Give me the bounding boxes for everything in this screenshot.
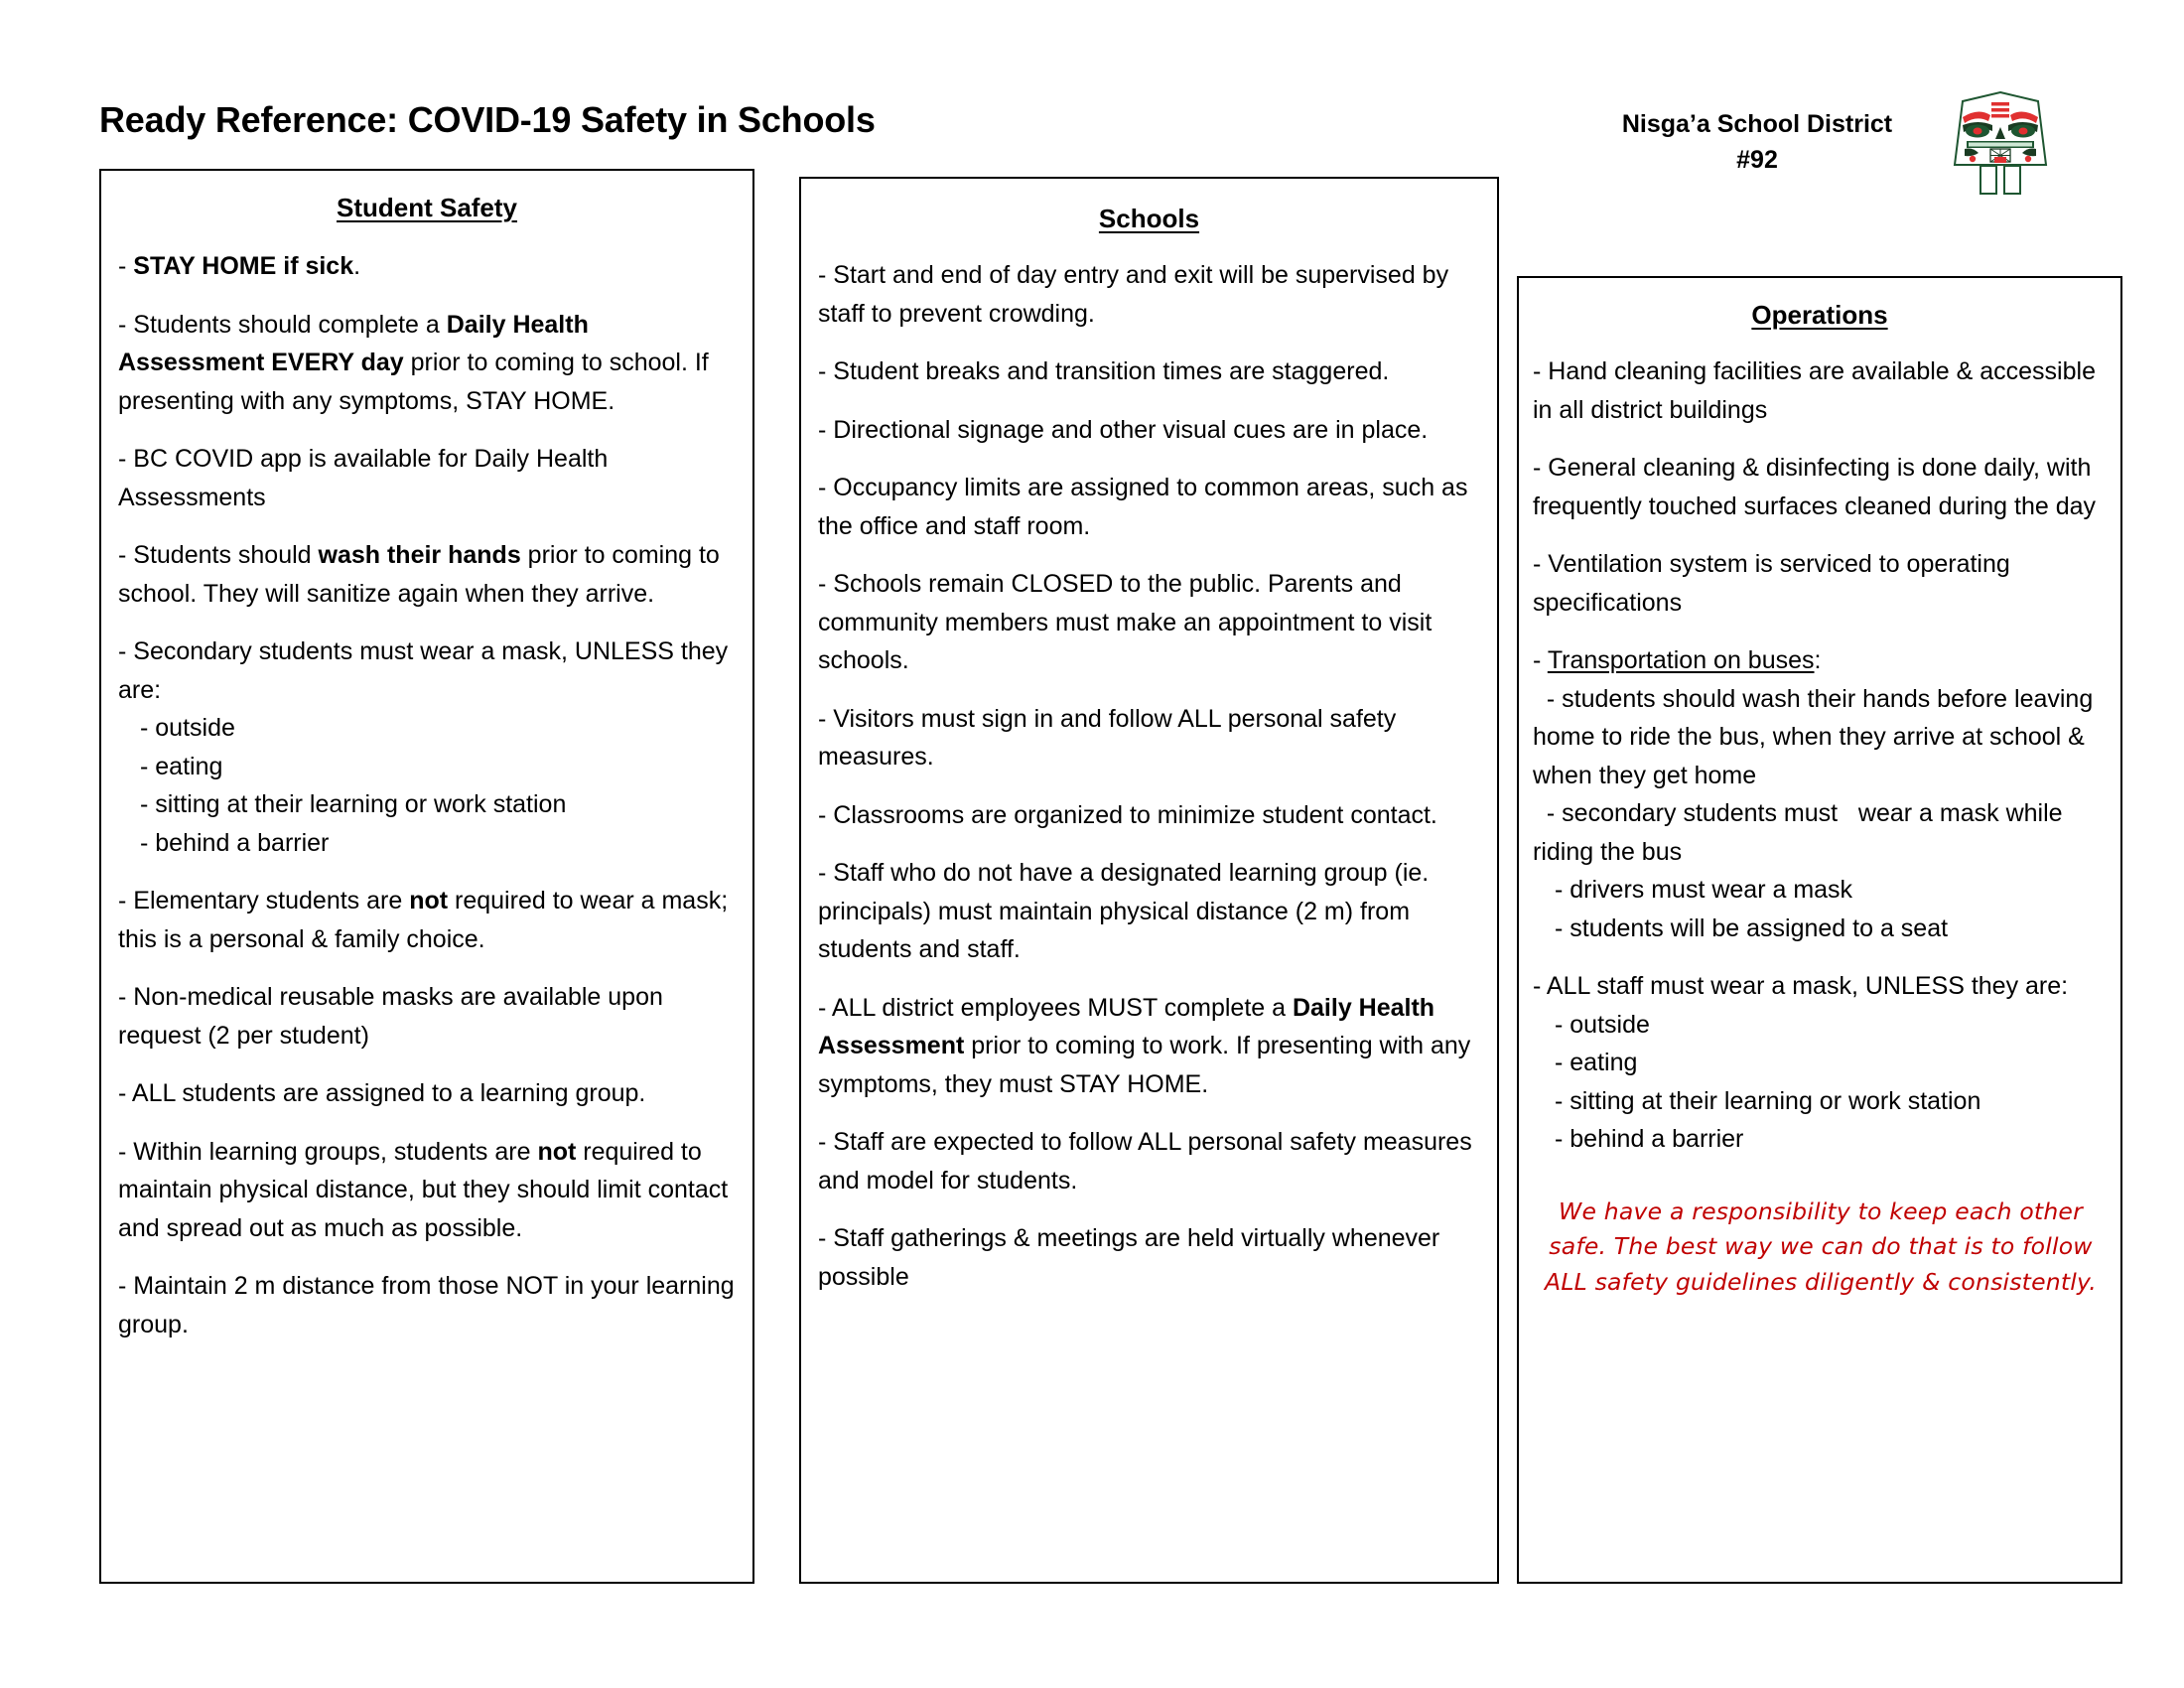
bullet-item: - Staff are expected to follow ALL personal safety measures and model for students. — [818, 1128, 1472, 1195]
bullet-item: - outside — [140, 714, 235, 742]
section-heading-schools: Schools — [1098, 204, 1200, 233]
district-name: Nisga’a School District — [1621, 110, 1893, 138]
bullet-item: - Non-medical reusable masks are available upon request (2 per student) — [118, 983, 663, 1050]
bullet-item: - General cleaning & disinfecting is done daily, with frequently touched surfaces cleaned during the day — [1533, 454, 2097, 520]
bullet-item: - Classrooms are organized to minimize student contact. — [818, 800, 1437, 829]
bullet-item: - Maintain 2 m distance from those NOT in your learning group. — [118, 1272, 735, 1338]
bullet-item: - students should wash their hands before leaving home to ride the bus, when they arrive at school & when they get home — [1533, 684, 2094, 789]
bullet-item: - sitting at their learning or work station — [140, 790, 567, 818]
bullet-item: - Visitors must sign in and follow ALL personal safety measures. — [818, 704, 1397, 771]
bullet-item: - Schools remain CLOSED to the public. Parents and community members must make an appointment to visit schools. — [818, 570, 1433, 674]
bullet-item: - BC COVID app is available for Daily Health Assessments — [118, 445, 609, 511]
closing-note: We have a responsibility to keep each other safe. The best way we can do that is to follow ALL safety guidelines diligently & consistently. — [1545, 1196, 2097, 1296]
nisgaa-crest-logo-icon — [1951, 87, 2050, 197]
bullet-item: - eating — [140, 752, 223, 780]
bullet-item: - STAY HOME if sick. — [118, 252, 361, 280]
bullet-item: - Occupancy limits are assigned to common areas, such as the office and staff room. — [818, 474, 1468, 540]
bullet-item: - Elementary students are not required to wear a mask; this is a personal & family choice. — [118, 887, 729, 953]
document-header — [0, 0, 2184, 174]
bullet-list-student-safety — [118, 247, 739, 1343]
bullet-item: - Start and end of day entry and exit will be supervised by staff to prevent crowding. — [818, 261, 1449, 328]
bullet-item: - ALL staff must wear a mask, UNLESS they are: — [1533, 972, 2069, 1000]
bullet-item: - outside — [1555, 1010, 1650, 1039]
bullet-item: - Staff who do not have a designated learning group (ie. principals) must maintain physical distance (2 m) from students and staff. — [818, 859, 1430, 963]
section-heading-operations: Operations — [1751, 300, 1888, 330]
bullet-item: - Student breaks and transition times are staggered. — [818, 357, 1390, 385]
bullet-item: - Within learning groups, students are not required to maintain physical distance, but they should limit contact and spread out as much as possible. — [118, 1137, 729, 1242]
panel-operations — [1517, 276, 2122, 1584]
bullet-item: - secondary students must wear a mask while riding the bus — [1533, 799, 2063, 866]
bullet-item: - Transportation on buses: — [1533, 646, 1822, 674]
bullet-item: - Directional signage and other visual cues are in place. — [818, 415, 1429, 444]
bullet-item: - Staff gatherings & meetings are held virtually whenever possible — [818, 1224, 1440, 1291]
bullet-list-operations — [1533, 352, 2107, 1159]
bullet-item: - Students should wash their hands prior to coming to school. They will sanitize again when they arrive. — [118, 541, 720, 608]
bullet-item: - eating — [1555, 1049, 1638, 1076]
bullet-item: - students will be assigned to a seat — [1555, 914, 1949, 942]
district-identity — [1578, 107, 1936, 178]
bullet-item: - Ventilation system is serviced to operating specifications — [1533, 550, 2010, 617]
bullet-item: - behind a barrier — [140, 828, 330, 857]
page-title: Ready Reference: COVID-19 Safety in Schools — [99, 99, 876, 140]
district-number: #92 — [1736, 145, 1778, 174]
panel-schools — [799, 177, 1499, 1584]
bullet-item: - Secondary students must wear a mask, UNLESS they are: — [118, 637, 729, 704]
bullet-item: - behind a barrier — [1555, 1125, 1744, 1153]
bullet-item: - ALL district employees MUST complete a Daily Health Assessment prior to coming to work. If presenting with any symptoms, they must STAY HOME. — [818, 993, 1471, 1098]
bullet-list-schools — [818, 256, 1479, 1296]
bullet-item: - Hand cleaning facilities are available & accessible in all district buildings — [1533, 357, 2096, 424]
bullet-item: - ALL students are assigned to a learning group. — [118, 1079, 646, 1107]
section-heading-student-safety: Student Safety — [336, 193, 518, 222]
panel-student-safety — [99, 169, 754, 1584]
bullet-item: - Students should complete a Daily Health Assessment EVERY day prior to coming to school. If presenting with any symptoms, STAY HOME. — [118, 310, 709, 415]
bullet-item: - drivers must wear a mask — [1555, 876, 1853, 904]
bullet-item: - sitting at their learning or work station — [1555, 1086, 1981, 1115]
